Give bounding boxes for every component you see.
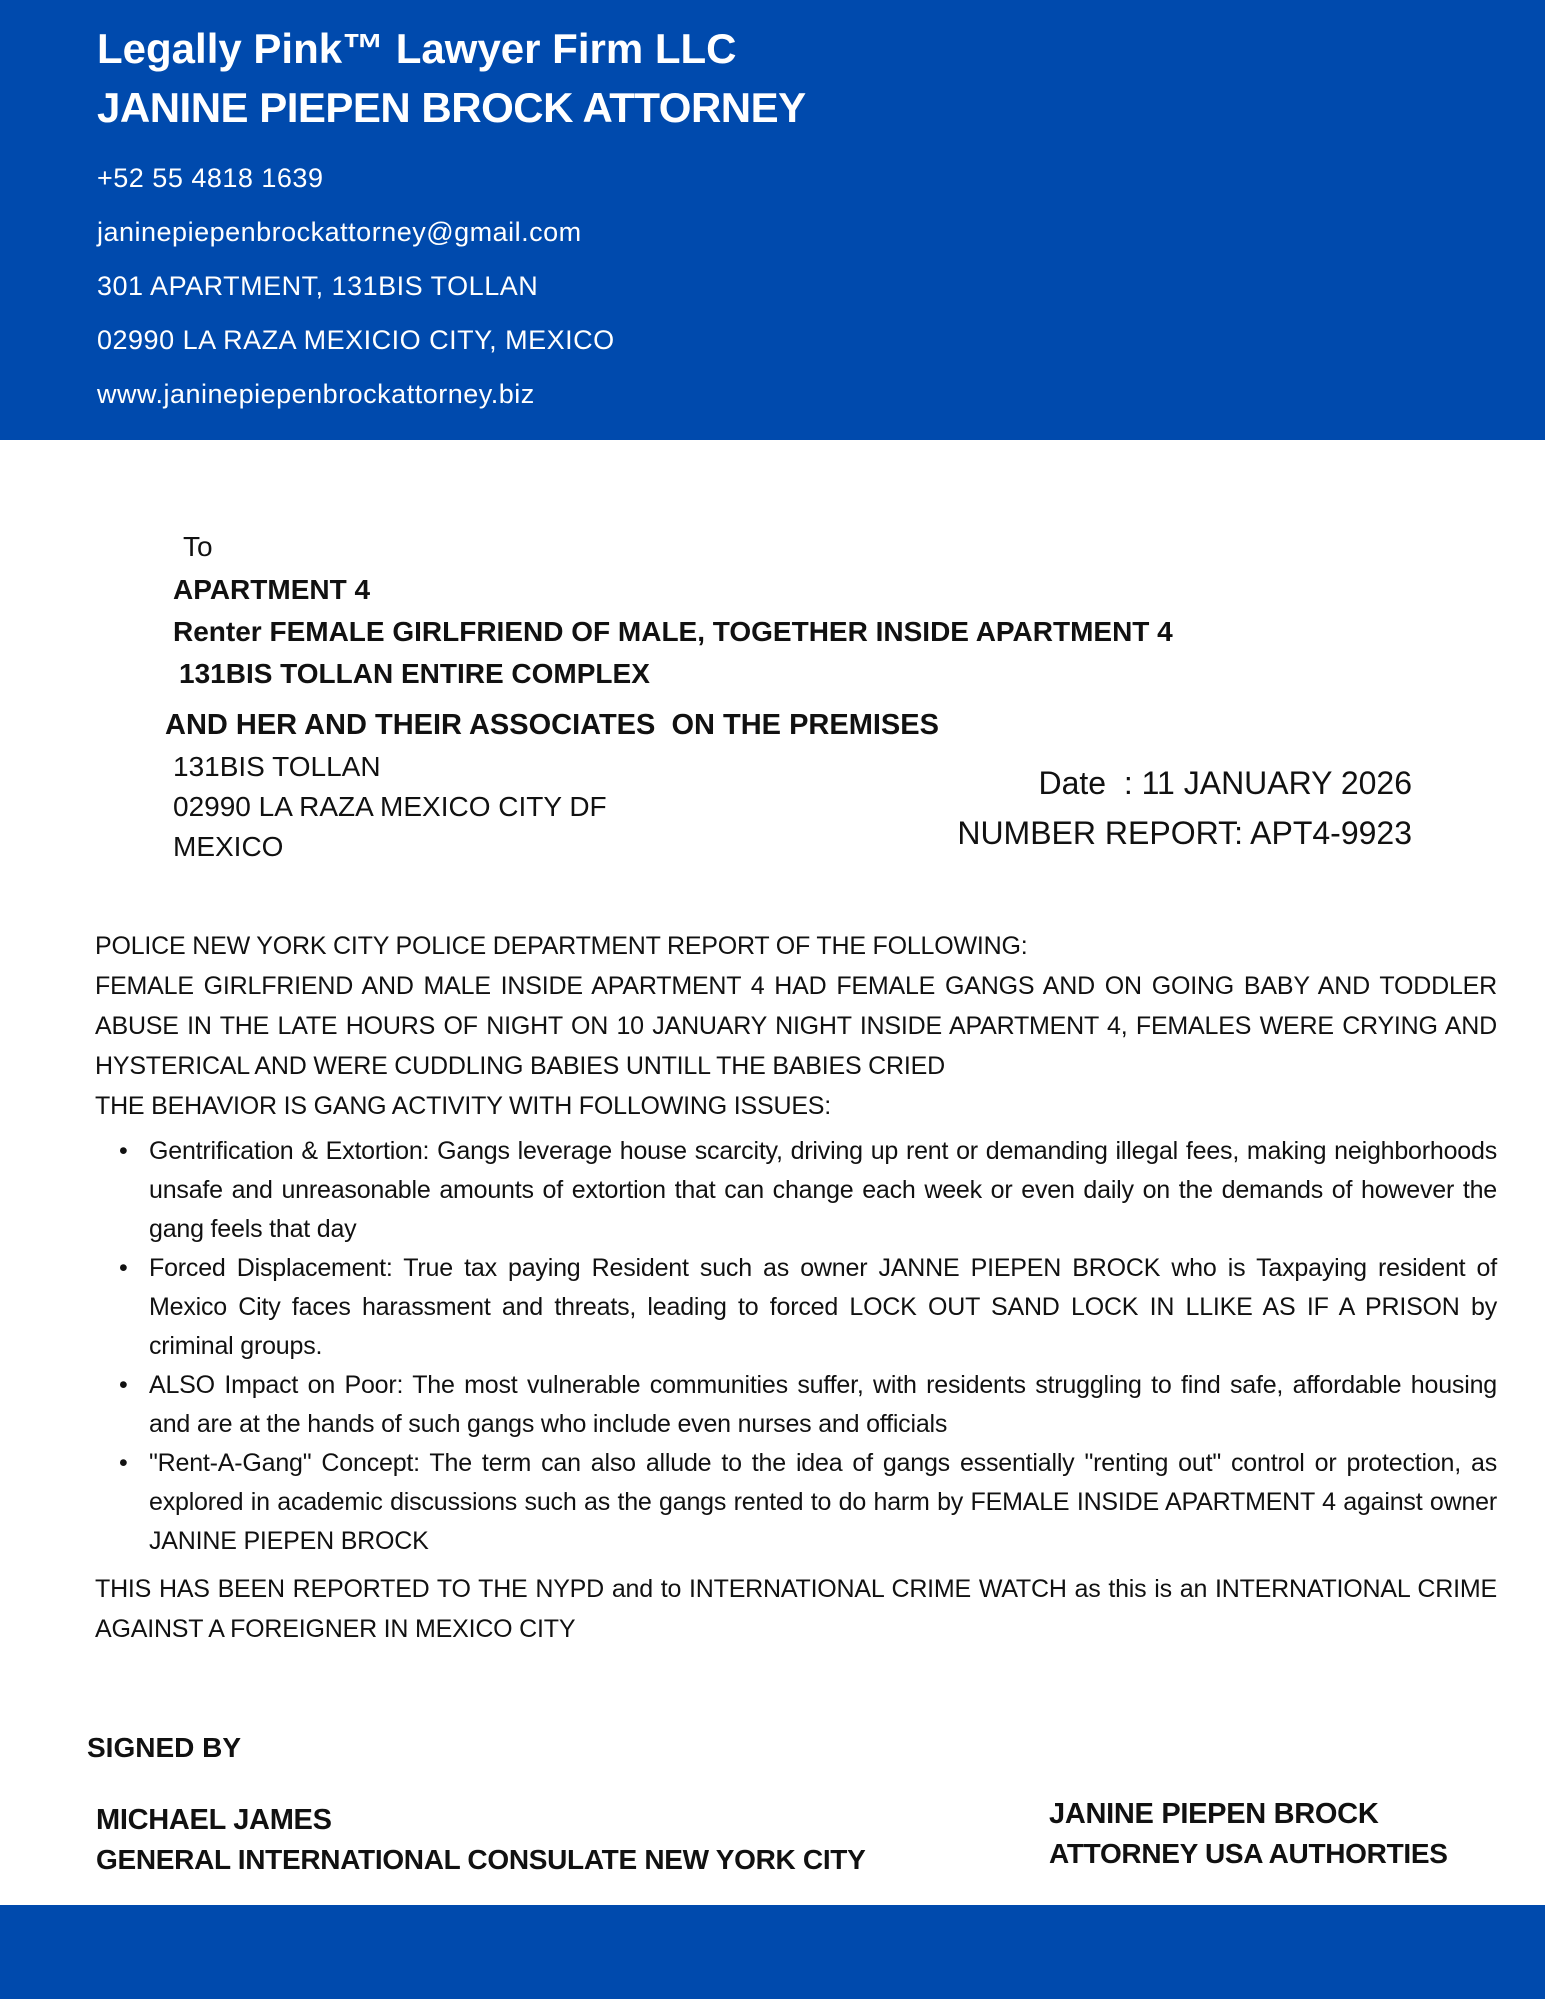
signature-right-name: JANINE PIEPEN BROCK (1049, 1798, 1379, 1830)
list-item: • Forced Displacement: True tax paying Resident such as owner JANNE PIEPEN BROCK who is Taxpaying resident of Mexico City faces harassment and threats, leading to forced LOCK OUT SAND LOCK IN LLIKE AS IF A PRISON by criminal groups. (95, 1249, 1497, 1366)
signature-right (1049, 1794, 1448, 1874)
body-intro-line1: POLICE NEW YORK CITY POLICE DEPARTMENT REPORT OF THE FOLLOWING: (95, 932, 1028, 960)
signed-by-label: SIGNED BY (87, 1732, 242, 1763)
report-number: NUMBER REPORT: APT4-9923 (957, 815, 1412, 851)
issues-list (95, 1132, 1497, 1561)
recipient-complex-line: 131BIS TOLLAN ENTIRE COMPLEX (179, 658, 650, 689)
city-address: 02990 LA RAZA MEXICIO CITY, MEXICO (97, 325, 615, 355)
list-item: • Gentrification & Extortion: Gangs leverage house scarcity, driving up rent or demanding illegal fees, making neighborhoods unsafe and unreasonable amounts of extortion that can change each week or even daily on the demands of however the gang feels that day (95, 1132, 1497, 1249)
body-closing-paragraph: THIS HAS BEEN REPORTED TO THE NYPD and to INTERNATIONAL CRIME WATCH as this is an INTERNATIONAL CRIME AGAINST A FOREIGNER IN MEXICO CITY (95, 1575, 1497, 1643)
signature-left-title: GENERAL INTERNATIONAL CONSULATE NEW YORK CITY (96, 1844, 866, 1875)
report-date: Date : 11 JANUARY 2026 (1038, 765, 1412, 801)
firm-name: Legally Pink™ Lawyer Firm LLC (97, 25, 737, 72)
footer-band (0, 1905, 1545, 1999)
phone-number: +52 55 4818 1639 (97, 163, 324, 193)
to-label: To (183, 531, 213, 562)
letterhead (0, 0, 1545, 440)
list-item: • "Rent-A-Gang" Concept: The term can also allude to the idea of gangs essentially "renting out" control or protection, as explored in academic discussions such as the gangs rented to do harm by FEMALE INSIDE APARTMENT 4 against owner JANINE PIEPEN BROCK (95, 1444, 1497, 1561)
recipient-renter-line: Renter FEMALE GIRLFRIEND OF MALE, TOGETHER INSIDE APARTMENT 4 (173, 616, 1173, 647)
list-item: • ALSO Impact on Poor: The most vulnerable communities suffer, with residents struggling to find safe, affordable housing and are at the hands of such gangs who include even nurses and officials (95, 1366, 1497, 1444)
recipient-apartment: APARTMENT 4 (173, 574, 371, 605)
recipient-address-country: MEXICO (173, 831, 284, 862)
email-address: janinepiepenbrockattorney@gmail.com (97, 217, 582, 247)
recipient-associates-line: AND HER AND THEIR ASSOCIATES ON THE PREMISES (165, 709, 939, 741)
body-intro-line3: THE BEHAVIOR IS GANG ACTIVITY WITH FOLLOWING ISSUES: (95, 1092, 832, 1120)
website-url: www.janinepiepenbrockattorney.biz (97, 379, 535, 409)
signature-right-title: ATTORNEY USA AUTHORTIES (1049, 1838, 1448, 1869)
report-meta (957, 765, 1412, 865)
street-address: 301 APARTMENT, 131BIS TOLLAN (97, 271, 539, 301)
body-intro-paragraph: FEMALE GIRLFRIEND AND MALE INSIDE APARTMENT 4 HAD FEMALE GANGS AND ON GOING BABY AND TODDLER ABUSE IN THE LATE HOURS OF NIGHT ON 10 JANUARY NIGHT INSIDE APARTMENT 4, FEMALES WERE CRYING AND HYSTERICAL AND WERE CUDDLING BABIES UNTILL THE BABIES CRIED (95, 972, 1497, 1080)
signature-left-name: MICHAEL JAMES (96, 1804, 332, 1836)
report-body (95, 926, 1497, 1649)
attorney-name: JANINE PIEPEN BROCK ATTORNEY (97, 84, 806, 131)
signature-left (96, 1800, 866, 1880)
recipient-address-street: 131BIS TOLLAN (173, 751, 381, 782)
recipient-address-city: 02990 LA RAZA MEXICO CITY DF (173, 791, 607, 822)
